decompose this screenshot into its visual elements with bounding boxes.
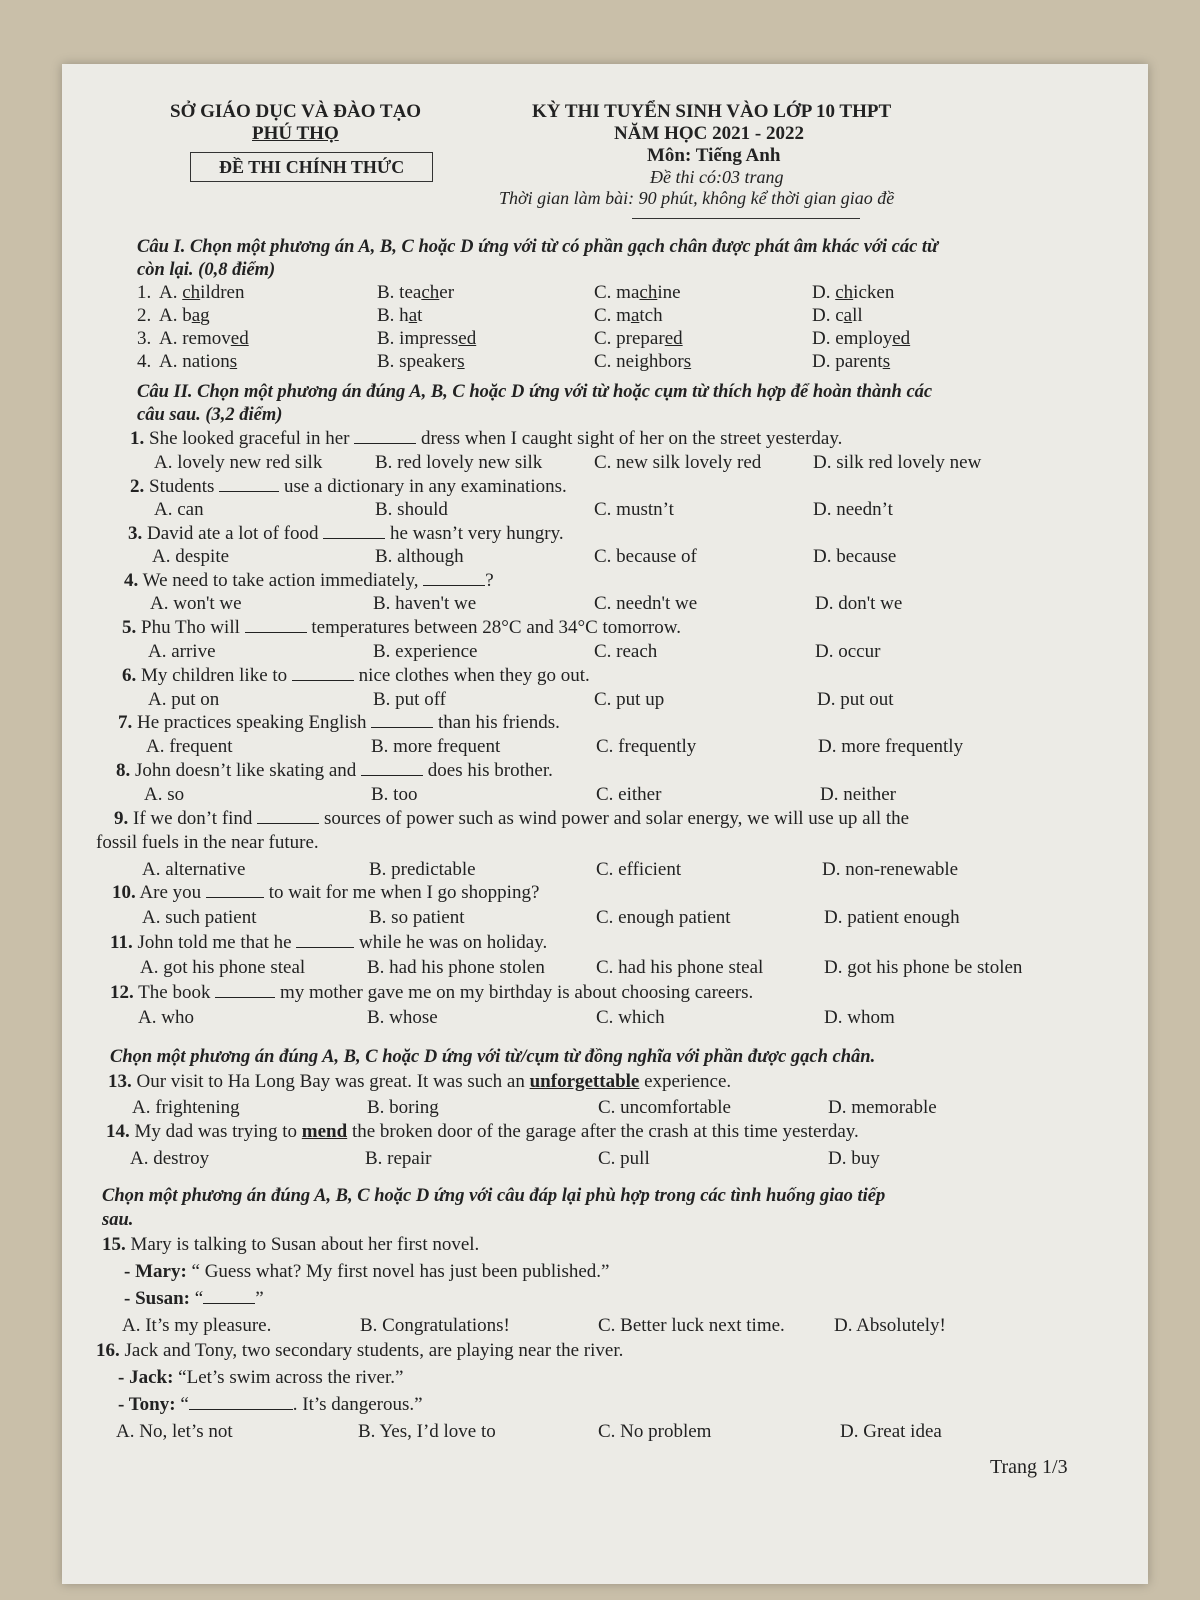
dialogue-text: . It’s dangerous.”: [292, 1394, 423, 1415]
dialogue-text: “ Guess what? My first novel has just been published.”: [186, 1261, 610, 1282]
option-text: ildren: [200, 282, 245, 303]
option-text: A. remov: [159, 328, 231, 349]
underlined-word: mend: [301, 1121, 348, 1142]
question-stem: My dad was trying to: [134, 1121, 302, 1142]
question-text: [110, 932, 547, 954]
dialogue-line: [124, 1288, 264, 1310]
answer-option: C. frequently: [596, 736, 697, 757]
answer-option: A. so: [144, 784, 185, 805]
question-stem: Jack and Tony, two secondary students, are playing near the river.: [124, 1340, 624, 1361]
dialogue-text: ”: [255, 1288, 264, 1309]
option-text: A.: [159, 282, 183, 303]
answer-option: D. patient enough: [824, 907, 960, 928]
answer-blank: [361, 761, 423, 776]
question-stem: John doesn’t like skating and: [135, 760, 362, 781]
answer-option: D. put out: [817, 689, 894, 710]
option-text: ine: [657, 282, 681, 303]
option-text: D. c: [812, 305, 844, 326]
answer-option: D. more frequently: [818, 736, 964, 757]
underlined-part: ed: [458, 328, 477, 349]
section2-title-cont: câu sau. (3,2 điểm): [137, 405, 283, 425]
answer-option: [377, 351, 465, 373]
answer-option: A. arrive: [148, 641, 216, 662]
answer-option: [812, 305, 863, 327]
exam-page: [62, 64, 1148, 1584]
question-stem: The book: [138, 982, 216, 1003]
answer-option: B. haven't we: [373, 593, 477, 614]
answer-option: C. reach: [594, 641, 658, 662]
section2-title: Câu II. Chọn một phương án đúng A, B, C hoặc D ứng với từ hoặc cụm từ thích hợp để hoàn thành các: [137, 382, 933, 402]
option-text: A. b: [159, 305, 192, 326]
question-stem: does his brother.: [423, 760, 553, 781]
dept-name: SỞ GIÁO DỤC VÀ ĐÀO TẠO: [170, 101, 422, 122]
answer-blank: [257, 809, 319, 824]
underlined-part: s: [457, 351, 465, 372]
answer-option: B. had his phone stolen: [367, 957, 545, 978]
underlined-part: ch: [421, 282, 440, 303]
question-number: 7.: [118, 712, 133, 733]
answer-option: A. can: [154, 499, 204, 520]
answer-option: A. lovely new red silk: [154, 452, 323, 473]
underlined-part: ed: [664, 328, 683, 349]
option-text: B. tea: [377, 282, 422, 303]
question-stem: sources of power such as wind power and solar energy, we will use up all the: [319, 808, 910, 829]
speaker-name: - Tony:: [118, 1394, 176, 1415]
answer-blank: [423, 571, 485, 586]
answer-option: B. repair: [365, 1148, 432, 1169]
question-number: 1.: [137, 282, 152, 303]
underlined-part: a: [408, 305, 418, 326]
underlined-part: ch: [182, 282, 201, 303]
option-text: C. prepar: [594, 328, 665, 349]
speaker-name: - Susan:: [124, 1288, 190, 1309]
question-stem: Our visit to Ha Long Bay was great. It was such an: [136, 1071, 530, 1092]
answer-blank: [219, 477, 279, 492]
underlined-part: ed: [230, 328, 249, 349]
option-text: D. employ: [812, 328, 893, 349]
question-stem: David ate a lot of food: [147, 523, 324, 544]
answer-blank: [292, 666, 354, 681]
question-stem: the broken door of the garage after the crash at this time yesterday.: [347, 1121, 859, 1142]
question-number: 1.: [130, 428, 145, 449]
dialogue-title: Chọn một phương án đúng A, B, C hoặc D ứng với câu đáp lại phù hợp trong các tình huống giao tiếp: [102, 1186, 886, 1206]
answer-option: D. occur: [815, 641, 881, 662]
answer-option: B. whose: [367, 1007, 438, 1028]
answer-option: A. who: [138, 1007, 194, 1028]
question-stem: while he was on holiday.: [354, 932, 548, 953]
dialogue-line: [118, 1367, 403, 1389]
answer-option: A. such patient: [142, 907, 257, 928]
answer-option: [159, 282, 245, 304]
answer-option: B. too: [371, 784, 418, 805]
answer-option: B. Yes, I’d love to: [358, 1421, 496, 1442]
option-text: er: [439, 282, 455, 303]
question-text: [128, 523, 564, 545]
answer-option: B. so patient: [369, 907, 465, 928]
question-number: 11.: [110, 932, 133, 953]
question-text-cont: fossil fuels in the near future.: [96, 832, 319, 853]
question-stem: Students: [149, 476, 220, 497]
question-stem: ?: [485, 570, 494, 591]
answer-option: [159, 351, 237, 373]
answer-option: D. silk red lovely new: [813, 452, 982, 473]
province-name: PHÚ THỌ: [252, 123, 339, 144]
answer-option: A. frequent: [146, 736, 233, 757]
answer-option: C. efficient: [596, 859, 682, 880]
option-text: B. speaker: [377, 351, 458, 372]
section1-title: Câu I. Chọn một phương án A, B, C hoặc D ứng với từ có phần gạch chân được phát âm khác với các từ: [137, 237, 939, 257]
answer-option: C. needn't we: [594, 593, 698, 614]
answer-option: C. which: [596, 1007, 665, 1028]
underlined-part: s: [229, 351, 238, 372]
underlined-part: s: [882, 351, 891, 372]
underlined-part: ed: [892, 328, 911, 349]
answer-option: C. new silk lovely red: [594, 452, 762, 473]
answer-option: C. pull: [598, 1148, 650, 1169]
question-stem: My children like to: [141, 665, 292, 686]
answer-option: B. more frequent: [371, 736, 501, 757]
answer-option: B. although: [375, 546, 464, 567]
option-text: A. nation: [159, 351, 230, 372]
question-stem: She looked graceful in her: [149, 428, 355, 449]
question-text: [116, 760, 553, 782]
answer-option: D. whom: [824, 1007, 895, 1028]
question-text: [130, 476, 567, 498]
answer-blank: [296, 933, 354, 948]
answer-option: C. Better luck next time.: [598, 1315, 785, 1336]
exam-time: Thời gian làm bài: 90 phút, không kể thời gian giao đề: [499, 188, 895, 208]
question-stem: to wait for me when I go shopping?: [263, 882, 540, 903]
page-number: Trang 1/3: [990, 1456, 1068, 1478]
answer-option: A. despite: [152, 546, 230, 567]
answer-option: C. uncomfortable: [598, 1097, 731, 1118]
question-text: [102, 1234, 479, 1256]
answer-option: A. got his phone steal: [140, 957, 306, 978]
answer-option: B. experience: [373, 641, 478, 662]
question-number: 4.: [124, 570, 139, 591]
answer-option: A. alternative: [142, 859, 246, 880]
question-text: [96, 1340, 623, 1362]
answer-option: D. non-renewable: [822, 859, 959, 880]
answer-blank: [354, 429, 416, 444]
option-text: tch: [639, 305, 663, 326]
header-divider: [632, 218, 860, 219]
question-text: [114, 808, 909, 830]
question-text: [112, 882, 539, 904]
subject: Môn: Tiếng Anh: [647, 145, 781, 166]
question-stem: He practices speaking English: [137, 712, 372, 733]
school-year: NĂM HỌC 2021 - 2022: [614, 123, 804, 144]
underlined-part: a: [630, 305, 640, 326]
option-text: g: [200, 305, 210, 326]
question-number: 8.: [116, 760, 131, 781]
question-stem: nice clothes when they go out.: [353, 665, 590, 686]
speaker-name: - Mary:: [124, 1261, 187, 1282]
answer-option: [594, 351, 691, 373]
answer-option: A. put on: [148, 689, 220, 710]
question-stem: dress when I caught sight of her on the street yesterday.: [416, 428, 843, 449]
answer-option: [594, 282, 681, 304]
answer-option: D. because: [813, 546, 897, 567]
question-text: [124, 570, 494, 592]
answer-option: [812, 351, 890, 373]
speaker-name: - Jack:: [118, 1367, 174, 1388]
underlined-part: ch: [639, 282, 658, 303]
underlined-part: a: [191, 305, 201, 326]
answer-option: [377, 305, 422, 327]
question-number: 14.: [106, 1121, 130, 1142]
answer-option: B. put off: [373, 689, 447, 710]
answer-option: D. Great idea: [840, 1421, 942, 1442]
answer-blank: [203, 1289, 255, 1304]
question-stem: temperatures between 28°C and 34°C tomorrow.: [306, 617, 681, 638]
answer-option: C. enough patient: [596, 907, 731, 928]
answer-option: C. put up: [594, 689, 665, 710]
answer-option: B. Congratulations!: [360, 1315, 510, 1336]
answer-option: [377, 282, 454, 304]
answer-option: [594, 305, 663, 327]
underlined-part: ch: [835, 282, 854, 303]
question-number: 2.: [137, 305, 152, 326]
answer-option: A. No, let’s not: [116, 1421, 233, 1442]
answer-option: D. needn’t: [813, 499, 893, 520]
question-stem: We need to take action immediately,: [142, 570, 424, 591]
page-count: Đề thi có:03 trang: [650, 167, 784, 187]
answer-option: [159, 328, 249, 350]
question-number: 9.: [114, 808, 129, 829]
option-text: B. h: [377, 305, 409, 326]
dialogue-text: “: [175, 1394, 189, 1415]
question-text: [118, 712, 560, 734]
answer-option: [812, 282, 894, 304]
question-number: 16.: [96, 1340, 120, 1361]
answer-option: D. buy: [828, 1148, 880, 1169]
question-text: [122, 665, 590, 687]
question-stem: John told me that he: [137, 932, 297, 953]
answer-option: B. red lovely new silk: [375, 452, 543, 473]
answer-option: C. mustn’t: [594, 499, 674, 520]
question-stem: than his friends.: [433, 712, 560, 733]
answer-option: B. predictable: [369, 859, 476, 880]
question-stem: use a dictionary in any examinations.: [279, 476, 567, 497]
option-text: C. m: [594, 305, 631, 326]
answer-option: A. destroy: [130, 1148, 210, 1169]
answer-option: A. frightening: [132, 1097, 240, 1118]
question-number: 3.: [137, 328, 152, 349]
question-text: [110, 982, 753, 1004]
question-stem: Mary is talking to Susan about her first novel.: [130, 1234, 480, 1255]
option-text: D.: [812, 282, 836, 303]
question-number: 2.: [130, 476, 145, 497]
synonym-title: Chọn một phương án đúng A, B, C hoặc D ứng với từ/cụm từ đồng nghĩa với phần được gạch chân.: [110, 1047, 876, 1067]
answer-option: D. don't we: [815, 593, 903, 614]
dialogue-text: “: [190, 1288, 204, 1309]
answer-option: B. boring: [367, 1097, 439, 1118]
official-badge: [190, 157, 433, 178]
answer-blank: [189, 1395, 293, 1410]
answer-option: D. neither: [820, 784, 896, 805]
question-number: 4.: [137, 351, 152, 372]
official-label: ĐỀ THI CHÍNH THỨC: [190, 152, 433, 182]
option-text: t: [417, 305, 423, 326]
answer-option: D. got his phone be stolen: [824, 957, 1023, 978]
answer-option: [377, 328, 476, 350]
answer-option: C. because of: [594, 546, 697, 567]
answer-blank: [371, 713, 433, 728]
question-stem: he wasn’t very hungry.: [385, 523, 564, 544]
underlined-part: a: [843, 305, 853, 326]
question-number: 15.: [102, 1234, 126, 1255]
question-number: 5.: [122, 617, 137, 638]
answer-option: A. It’s my pleasure.: [122, 1315, 272, 1336]
answer-blank: [245, 618, 307, 633]
answer-option: A. won't we: [150, 593, 242, 614]
underlined-part: s: [683, 351, 692, 372]
question-text: [122, 617, 681, 639]
question-stem: experience.: [639, 1071, 732, 1092]
answer-option: D. memorable: [828, 1097, 937, 1118]
section1-title-cont: còn lại. (0,8 điểm): [137, 260, 276, 280]
answer-blank: [206, 883, 264, 898]
answer-option: C. either: [596, 784, 662, 805]
answer-option: [594, 328, 683, 350]
answer-blank: [215, 983, 275, 998]
answer-option: C. No problem: [598, 1421, 712, 1442]
option-text: ll: [852, 305, 863, 326]
dialogue-line: [124, 1261, 609, 1283]
exam-title: KỲ THI TUYỂN SINH VÀO LỚP 10 THPT: [532, 101, 892, 122]
option-text: B. impress: [377, 328, 459, 349]
dialogue-title-cont: sau.: [102, 1210, 134, 1230]
question-number: 13.: [108, 1071, 132, 1092]
question-number: 3.: [128, 523, 143, 544]
question-number: 6.: [122, 665, 137, 686]
question-text: [108, 1071, 731, 1093]
question-stem: my mother gave me on my birthday is about choosing careers.: [275, 982, 754, 1003]
answer-option: [812, 328, 910, 350]
question-number: 10.: [112, 882, 136, 903]
question-text: [106, 1121, 859, 1143]
answer-option: D. Absolutely!: [834, 1315, 946, 1336]
question-text: [130, 428, 842, 450]
option-text: icken: [853, 282, 895, 303]
option-text: D. parent: [812, 351, 883, 372]
question-stem: Are you: [139, 882, 206, 903]
question-number: 12.: [110, 982, 134, 1003]
answer-blank: [323, 524, 385, 539]
dialogue-line: [118, 1394, 423, 1416]
option-text: C. ma: [594, 282, 640, 303]
option-text: C. neighbor: [594, 351, 684, 372]
underlined-word: unforgettable: [529, 1071, 640, 1092]
answer-option: [159, 305, 210, 327]
answer-option: C. had his phone steal: [596, 957, 764, 978]
question-stem: Phu Tho will: [141, 617, 245, 638]
question-stem: If we don’t find: [133, 808, 258, 829]
answer-option: B. should: [375, 499, 448, 520]
dialogue-text: “Let’s swim across the river.”: [173, 1367, 404, 1388]
